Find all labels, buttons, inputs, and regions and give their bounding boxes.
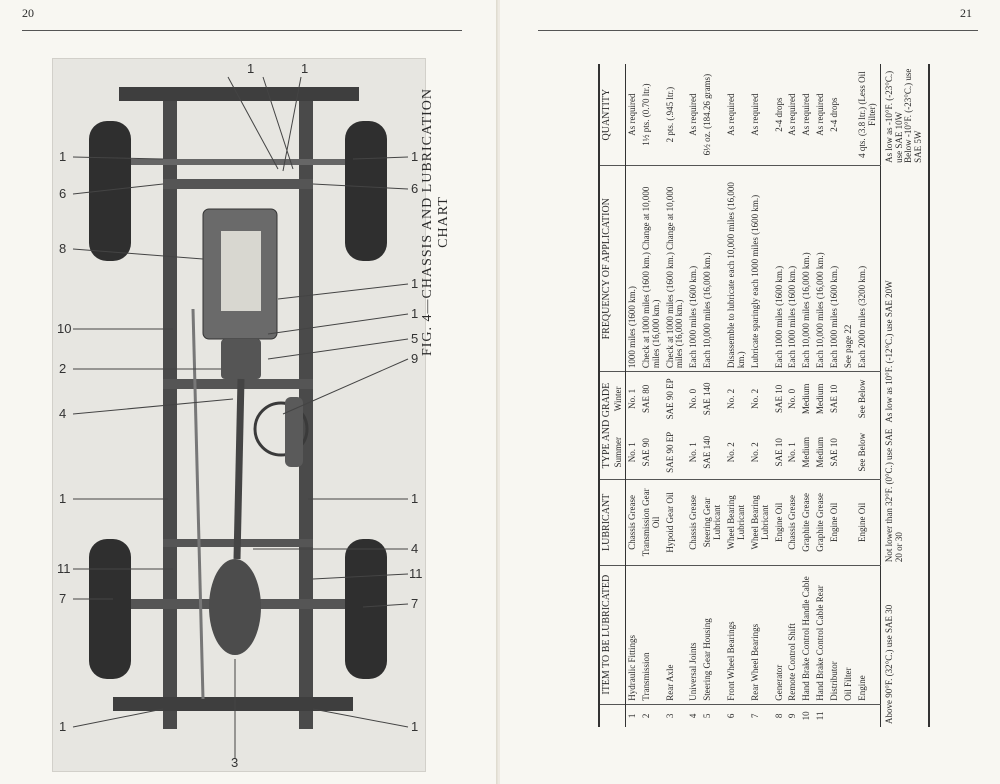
page-number-left: 20 <box>22 6 34 20</box>
header-lubricant: LUBRICANT <box>599 480 625 566</box>
cell-winter: Medium <box>815 383 826 415</box>
callout-label: 9 <box>411 351 419 366</box>
table-row <box>625 64 639 727</box>
table-body <box>625 64 880 727</box>
cell-item: Transmission <box>640 565 664 704</box>
header-frequency: FREQUENCY OF APPLICATION <box>599 166 625 372</box>
table-row <box>749 64 773 727</box>
front-bumper <box>119 87 359 101</box>
cell-winter: No. 2 <box>749 388 760 409</box>
callout-label: 1 <box>411 149 419 164</box>
cell-frequency: Each 1000 miles (1600 km.) <box>773 166 787 372</box>
front-cross-member <box>163 179 313 189</box>
cell-winter: No. 0 <box>787 388 798 409</box>
cell-lubricant: Transmission Gear Oil <box>640 480 664 566</box>
cell-winter: SAE 80 <box>640 384 651 413</box>
cell-item: Universal Joints <box>687 565 701 704</box>
cell-frequency: Disassemble to lubricate each 10,000 miles (16,000 km.) <box>725 166 749 372</box>
footer-note: As low as -10°F. (-23°C.) use SAE 10W <box>883 70 904 163</box>
cell-lubricant: Engine Oil <box>828 480 842 566</box>
cell-summer: SAE 10 <box>773 426 787 480</box>
cell-summer: Medium <box>814 426 828 480</box>
cell-summer: No. 1 <box>625 426 639 480</box>
cell-summer: SAE 90 EP <box>664 426 688 480</box>
header-summer: Summer <box>613 426 625 480</box>
cell-summer <box>842 426 856 480</box>
header-item: ITEM TO BE LUBRICATED <box>599 565 625 704</box>
cell-winter: No. 2 <box>726 388 737 409</box>
cell-item: Hand Brake Control Handle Cable <box>800 565 814 704</box>
cell-no: 1 <box>626 713 637 719</box>
cell-winter: SAE 10 <box>829 384 840 413</box>
callout-label: 1 <box>411 306 419 321</box>
callout-label: 5 <box>411 331 419 346</box>
differential <box>209 559 261 655</box>
cell-frequency: Each 10,000 miles (16,000 km.) <box>800 166 814 372</box>
table-row <box>842 64 856 727</box>
front-left-wheel <box>89 121 131 261</box>
left-page <box>0 0 498 784</box>
cell-item: Hand Brake Control Cable Rear <box>814 565 828 704</box>
lubrication-table <box>598 64 930 727</box>
table-row <box>725 64 749 727</box>
cell-no: 2 <box>640 713 651 719</box>
cell-winter: Medium <box>801 383 812 415</box>
callout-label: 1 <box>247 61 255 76</box>
cell-summer: See Below <box>856 426 880 480</box>
page-number-right: 21 <box>960 6 972 20</box>
callout-label: 1 <box>59 149 67 164</box>
callout-label: 2 <box>59 361 67 376</box>
cell-no: 9 <box>787 713 798 719</box>
cell-lubricant: Wheel Bearing Lubricant <box>725 480 749 566</box>
callout-label: 7 <box>411 596 419 611</box>
callout-label: 3 <box>231 755 239 770</box>
cell-item: Generator <box>773 565 787 704</box>
table-row <box>664 64 688 727</box>
cell-quantity: As required <box>786 64 800 166</box>
callout-label: 1 <box>59 491 67 506</box>
top-rule-right <box>538 30 978 31</box>
cell-lubricant: Wheel Bearing Lubricant <box>749 480 773 566</box>
footer-note: Not lower than 32°F. (0°C.) use SAE 20 or 30 <box>880 426 929 566</box>
cell-no: 4 <box>688 713 699 719</box>
footer-note: Below -10°F. (-23°C.) use SAE 5W <box>903 68 924 163</box>
cell-winter: SAE 140 <box>702 382 713 416</box>
callout-label: 7 <box>59 591 67 606</box>
cell-winter: No. 1 <box>626 388 637 409</box>
footer-note: Above 90°F. (32°C.) use SAE 30 <box>880 565 929 727</box>
cell-quantity: As required <box>749 64 773 166</box>
callout-label: 1 <box>411 491 419 506</box>
cell-quantity: 1½ pts. (0.70 ltr.) <box>640 64 664 166</box>
cell-frequency: See page 22 <box>842 166 856 372</box>
cell-item: Remote Control Shift <box>786 565 800 704</box>
callout-label: 11 <box>409 566 423 581</box>
callout-label: 1 <box>411 276 419 291</box>
cell-frequency: Each 10,000 miles (16,000 km.) <box>814 166 828 372</box>
cell-no: 11 <box>815 711 826 721</box>
cell-item: Oil Filter <box>842 565 856 704</box>
cell-summer: SAE 90 <box>640 426 664 480</box>
exhaust-pipe <box>193 309 203 699</box>
callout-label: 6 <box>59 186 67 201</box>
cell-no: 3 <box>664 713 675 719</box>
table-row <box>687 64 701 727</box>
cell-item: Rear Axle <box>664 565 688 704</box>
cell-lubricant <box>842 480 856 566</box>
cell-quantity: 4 qts. (3.8 ltr.) (Less Oil Filter) <box>856 64 880 166</box>
callout-label: 1 <box>411 719 419 734</box>
top-rule-left <box>22 30 462 31</box>
cell-summer: SAE 140 <box>701 426 725 480</box>
table-row <box>828 64 842 727</box>
chassis-drawing <box>53 59 425 771</box>
cell-frequency: Each 1000 miles (1600 km.) <box>828 166 842 372</box>
cell-no <box>856 704 880 727</box>
cell-frequency: Each 1000 miles (1600 km.) <box>687 166 701 372</box>
cell-quantity: As required <box>814 64 828 166</box>
cell-summer: No. 1 <box>687 426 701 480</box>
cell-frequency: Check at 1000 miles (1600 km.) Change at 10,000 miles (16,000 km.) <box>664 166 688 372</box>
callout-label: 6 <box>411 181 419 196</box>
callout-label: 4 <box>59 406 67 421</box>
table-row <box>800 64 814 727</box>
front-axle <box>113 159 363 165</box>
propeller-shaft <box>237 379 241 559</box>
table-row <box>814 64 828 727</box>
cell-lubricant: Engine Oil <box>773 480 787 566</box>
rear-right-wheel <box>345 539 387 679</box>
callout-label: 8 <box>59 241 67 256</box>
cell-item: Front Wheel Bearings <box>725 565 749 704</box>
cell-quantity: As required <box>687 64 701 166</box>
cell-winter: SAE 10 <box>773 384 784 413</box>
cell-lubricant: Graphite Grease <box>814 480 828 566</box>
cell-item: Hydraulic Fittings <box>625 565 639 704</box>
cell-item: Engine <box>856 565 880 704</box>
callout-label: 11 <box>57 561 71 576</box>
cell-item: Steering Gear Housing <box>701 565 725 704</box>
cell-quantity: 2-4 drops <box>773 64 787 166</box>
rear-bumper <box>113 697 353 711</box>
chassis-diagram <box>52 58 426 772</box>
cell-lubricant: Chassis Grease <box>786 480 800 566</box>
cell-winter: No. 0 <box>688 388 699 409</box>
cell-quantity <box>842 64 856 166</box>
figure-caption: FIG. 4—CHASSIS AND LUBRICATION CHART <box>420 87 451 357</box>
rear-left-wheel <box>89 539 131 679</box>
cell-quantity: 6½ oz. (184.26 grams) <box>701 64 725 166</box>
cell-no <box>842 704 856 727</box>
header-quantity: QUANTITY <box>599 64 625 166</box>
footer-note <box>880 64 929 166</box>
cell-lubricant: Steering Gear Lubricant <box>701 480 725 566</box>
cell-frequency: 1000 miles (1600 km.) <box>625 166 639 372</box>
cell-item: Rear Wheel Bearings <box>749 565 773 704</box>
cell-lubricant: Chassis Grease <box>625 480 639 566</box>
header-winter: Winter <box>613 372 625 426</box>
cell-frequency: Each 10,000 miles (16,000 km.) <box>701 166 725 372</box>
cell-quantity: As required <box>625 64 639 166</box>
cell-no: 6 <box>726 713 737 719</box>
footer-note: As low as 10°F. (-12°C.) use SAE 20W <box>880 166 929 426</box>
table-row <box>786 64 800 727</box>
table-row <box>701 64 725 727</box>
cell-no: 5 <box>702 713 713 719</box>
cell-summer: SAE 10 <box>828 426 842 480</box>
cell-lubricant: Graphite Grease <box>800 480 814 566</box>
cell-no <box>828 704 842 727</box>
callout-label: 4 <box>411 541 419 556</box>
cell-quantity: As required <box>800 64 814 166</box>
cell-winter: See Below <box>856 379 867 419</box>
header-type-grade: TYPE AND GRADE <box>599 372 613 480</box>
cell-no: 7 <box>749 713 760 719</box>
lubrication-chart <box>598 64 926 727</box>
cell-summer: No. 1 <box>786 426 800 480</box>
cell-no: 8 <box>773 713 784 719</box>
cell-quantity: 2-4 drops <box>828 64 842 166</box>
cell-summer: No. 2 <box>725 426 749 480</box>
table-row <box>773 64 787 727</box>
cell-quantity: 2 pts. (.945 ltr.) <box>664 64 688 166</box>
cell-quantity: As required <box>725 64 749 166</box>
cell-frequency: Each 1000 miles (1600 km.) <box>786 166 800 372</box>
callout-label: 1 <box>301 61 309 76</box>
cell-frequency: Lubricate sparingly each 1000 miles (1600 km.) <box>749 166 773 372</box>
cell-winter <box>842 372 856 426</box>
cell-frequency: Check at 1000 miles (1600 km.) Change at 10,000 miles (16,000 km.) <box>640 166 664 372</box>
cell-summer: Medium <box>800 426 814 480</box>
engine-oil-temperature-row <box>880 64 929 727</box>
front-right-wheel <box>345 121 387 261</box>
transmission <box>221 339 261 379</box>
cell-item: Distributor <box>828 565 842 704</box>
callout-label: 10 <box>57 321 72 336</box>
engine-oil-pan <box>221 231 261 311</box>
cell-lubricant: Hypoid Gear Oil <box>664 480 688 566</box>
cell-winter: SAE 90 EP <box>664 378 675 420</box>
table-row <box>856 64 880 727</box>
cell-frequency: Each 2000 miles (3200 km.) <box>856 166 880 372</box>
callout-label: 1 <box>59 719 67 734</box>
cell-lubricant: Engine Oil <box>856 480 880 566</box>
header-number <box>599 704 625 727</box>
cell-lubricant: Chassis Grease <box>687 480 701 566</box>
steering-column <box>285 397 303 467</box>
cell-summer: No. 2 <box>749 426 773 480</box>
cell-no: 10 <box>801 711 812 721</box>
table-row <box>640 64 664 727</box>
